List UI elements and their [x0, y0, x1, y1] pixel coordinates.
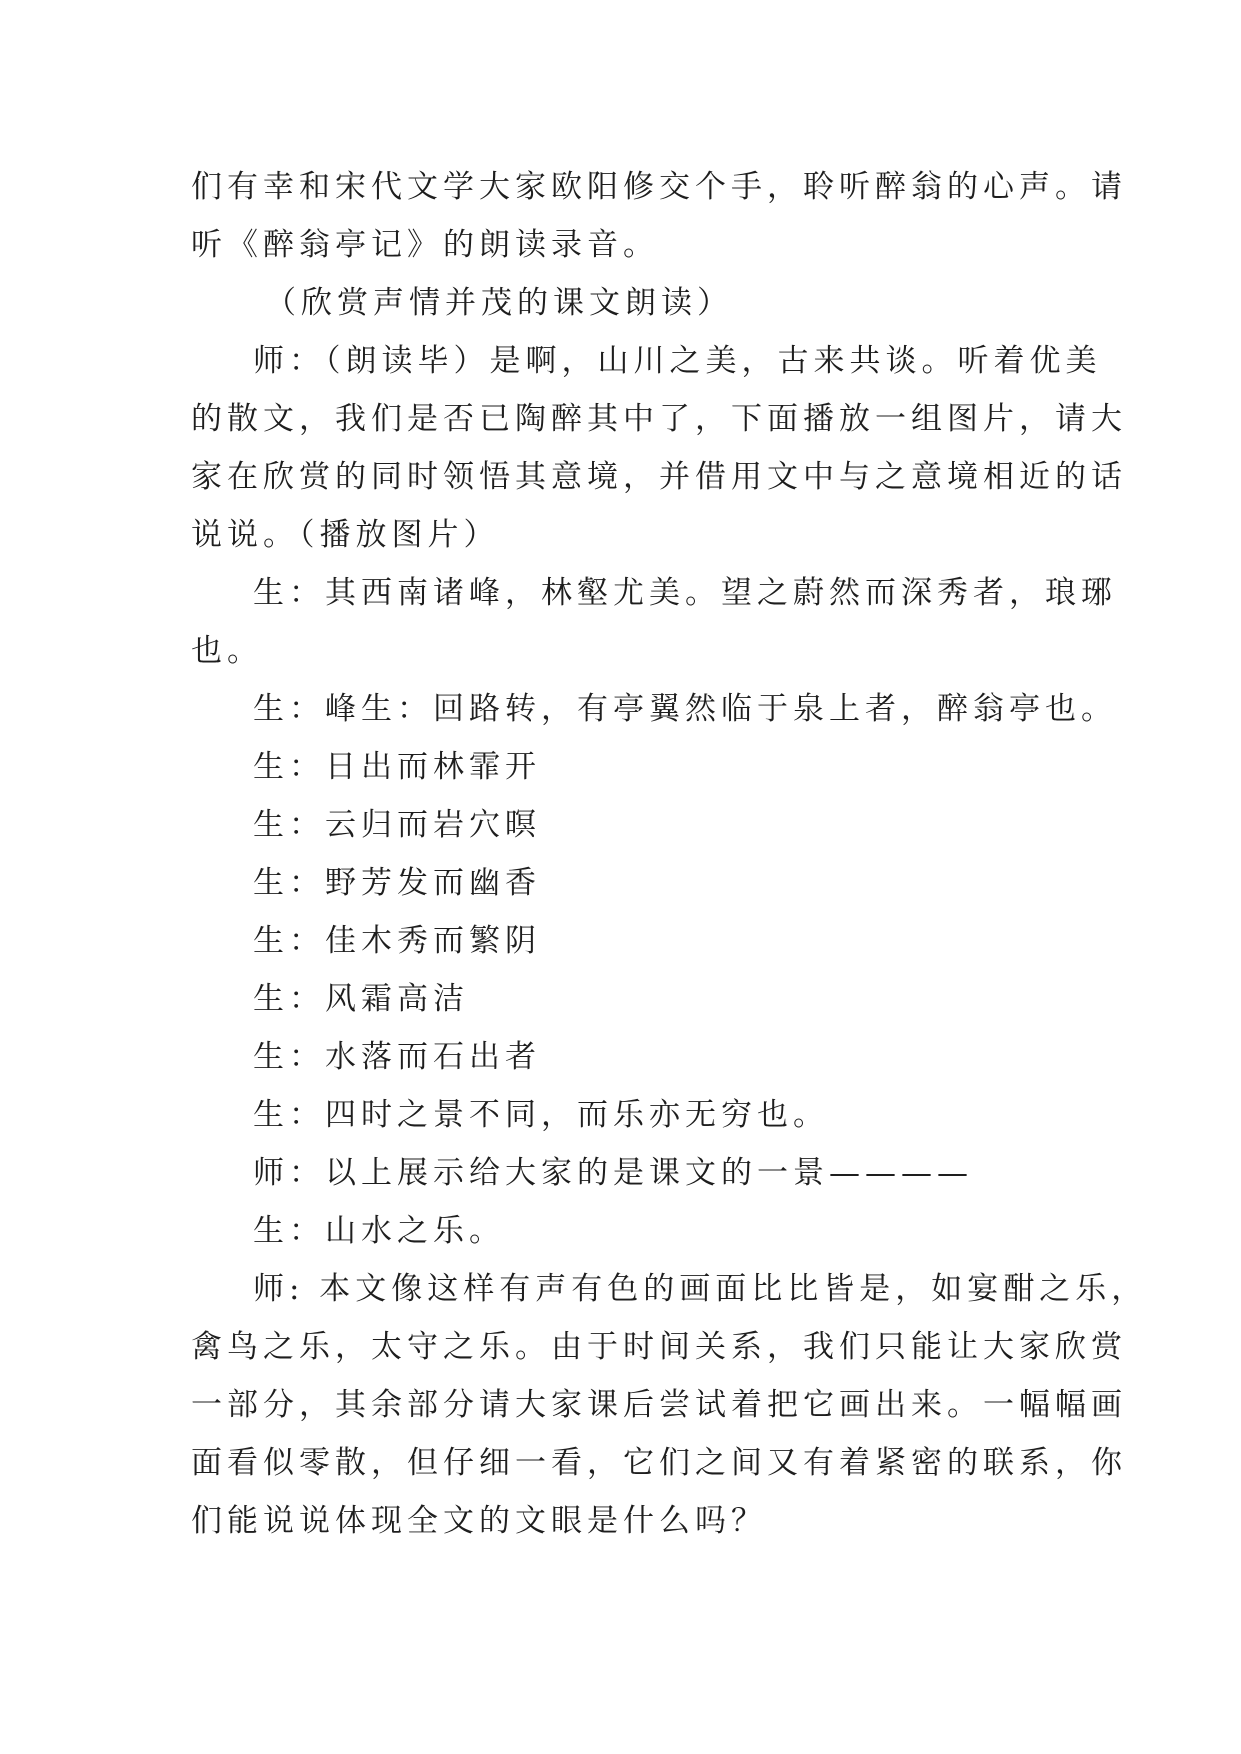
text-line: 生：其西南诸峰，林壑尤美。望之蔚然而深秀者，琅琊: [253, 575, 1117, 611]
text-line: 听《醉翁亭记》的朗读录音。: [191, 227, 659, 263]
text-line: 生：野芳发而幽香: [253, 865, 541, 901]
text-line: 说说。（播放图片）: [191, 517, 500, 553]
text-line: 的散文，我们是否已陶醉其中了，下面播放一组图片，请大: [191, 401, 1127, 437]
text-line: 面看似零散，但仔细一看，它们之间又有着紧密的联系，你: [191, 1445, 1127, 1481]
text-line: 生：峰生：回路转，有亭翼然临于泉上者，醉翁亭也。: [253, 691, 1117, 727]
text-line: 师：（朗读毕）是啊，山川之美，古来共谈。听着优美: [253, 343, 1102, 379]
text-line: （欣赏声情并茂的课文朗读）: [265, 285, 733, 321]
text-line: 也。: [191, 633, 263, 669]
text-line: 师：以上展示给大家的是课文的一景————: [253, 1155, 973, 1191]
text-line: 们有幸和宋代文学大家欧阳修交个手，聆听醉翁的心声。请: [191, 169, 1127, 205]
text-line: 一部分，其余部分请大家课后尝试着把它画出来。一幅幅画: [191, 1387, 1127, 1423]
text-line: 们能说说体现全文的文眼是什么吗？: [191, 1503, 767, 1539]
text-line: 生：四时之景不同，而乐亦无穷也。: [253, 1097, 829, 1133]
text-line: 生：山水之乐。: [253, 1213, 505, 1249]
text-line: 家在欣赏的同时领悟其意境，并借用文中与之意境相近的话: [191, 459, 1127, 495]
text-line: 禽鸟之乐，太守之乐。由于时间关系，我们只能让大家欣赏: [191, 1329, 1127, 1365]
body-text: [191, 158, 1148, 1550]
text-line: 生：风霜高洁: [253, 981, 469, 1017]
text-line: 生：日出而林霏开: [253, 749, 541, 785]
text-line: 生：云归而岩穴暝: [253, 807, 541, 843]
text-line: 生：佳木秀而繁阴: [253, 923, 541, 959]
text-line: 生：水落而石出者: [253, 1039, 541, 1075]
text-line: 师: 本文像这样有声有色的画面比比皆是，如宴酣之乐，: [253, 1271, 1148, 1307]
